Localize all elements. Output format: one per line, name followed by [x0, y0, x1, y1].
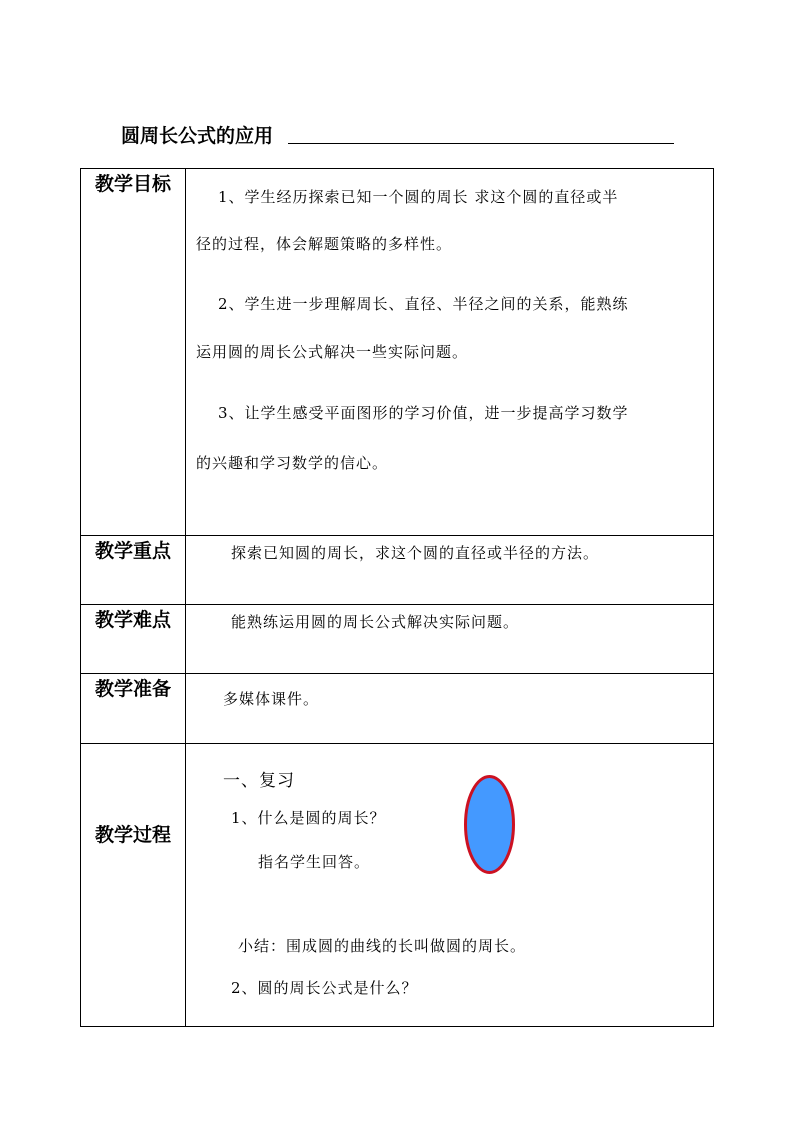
question-1-answer: 指名学生回答。 — [258, 853, 371, 871]
key-row — [81, 536, 714, 605]
goal-line-5: 3、让学生感受平面图形的学习价值，进一步提高学习数学 — [218, 404, 629, 422]
goals-row — [81, 169, 714, 536]
circle-shape — [466, 777, 514, 873]
prep-text: 多媒体课件。 — [223, 690, 320, 708]
lesson-plan-table — [80, 168, 714, 1027]
difficult-content — [186, 605, 714, 674]
goals-content — [186, 169, 714, 536]
goal-line-4: 运用圆的周长公式解决一些实际问题。 — [196, 343, 469, 361]
key-content — [186, 536, 714, 605]
title-underline — [288, 143, 674, 144]
circle-illustration — [464, 775, 515, 874]
key-label: 教学重点 — [81, 536, 186, 605]
goal-line-3: 2、学生进一步理解周长、直径、半径之间的关系，能熟练 — [218, 295, 629, 313]
question-1: 1、什么是圆的周长？ — [231, 809, 386, 827]
process-content — [186, 744, 714, 1027]
goals-label: 教学目标 — [81, 169, 186, 536]
prep-content — [186, 674, 714, 744]
section-heading: 一、复习 — [223, 771, 295, 791]
difficult-text: 能熟练运用圆的周长公式解决实际问题。 — [231, 613, 520, 631]
goal-line-1: 1、学生经历探索已知一个圆的周长 求这个圆的直径或半 — [218, 188, 619, 206]
difficult-label: 教学难点 — [81, 605, 186, 674]
prep-label: 教学准备 — [81, 674, 186, 744]
process-row — [81, 744, 714, 1027]
question-2: 2、圆的周长公式是什么？ — [231, 979, 418, 997]
prep-row — [81, 674, 714, 744]
difficult-row — [81, 605, 714, 674]
process-label: 教学过程 — [81, 744, 186, 1027]
key-text: 探索已知圆的周长，求这个圆的直径或半径的方法。 — [231, 544, 600, 562]
goal-line-6: 的兴趣和学习数学的信心。 — [196, 454, 389, 472]
goal-line-2: 径的过程，体会解题策略的多样性。 — [196, 235, 453, 253]
summary: 小结：围成圆的曲线的长叫做圆的周长。 — [238, 937, 527, 955]
page-title: 圆周长公式的应用 — [121, 125, 274, 147]
